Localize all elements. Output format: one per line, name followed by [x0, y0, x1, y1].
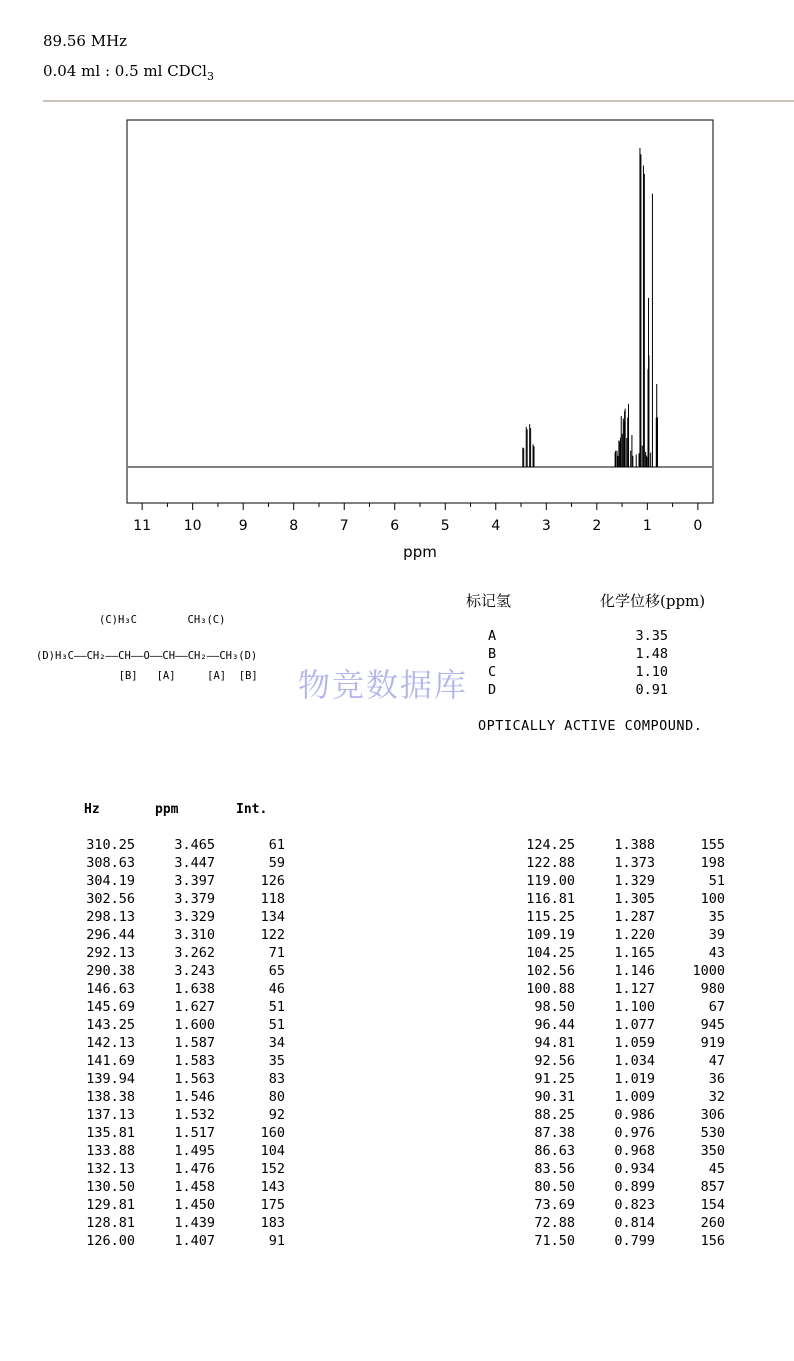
- peak-hz: 135.81: [86, 1125, 135, 1141]
- peak-int: 260: [700, 1215, 725, 1231]
- peak-int: 530: [700, 1125, 725, 1141]
- x-tick-label: 5: [440, 518, 450, 534]
- x-tick-label: 11: [133, 518, 152, 534]
- x-tick-label: 9: [238, 518, 248, 534]
- structure-line-top: (C)H₃C CH₃(C): [99, 614, 226, 626]
- peak-int: 59: [268, 855, 285, 871]
- peak-hz: 298.13: [86, 909, 135, 925]
- peak-int: 118: [260, 891, 285, 907]
- peak-int: 34: [268, 1035, 285, 1051]
- peak-ppm: 1.146: [614, 963, 655, 979]
- peak-int: 183: [260, 1215, 285, 1231]
- peak-ppm: 1.329: [614, 873, 655, 889]
- peak-ppm: 1.127: [614, 981, 655, 997]
- peak-ppm: 0.968: [614, 1143, 655, 1159]
- peak-int: 160: [260, 1125, 285, 1141]
- peak-int: 51: [268, 1017, 285, 1033]
- peak-int: 91: [268, 1233, 285, 1249]
- spectrometer-frequency: 89.56 MHz: [43, 32, 128, 50]
- sample-info: [43, 62, 214, 83]
- peak-int: 35: [708, 909, 725, 925]
- peak-int: 43: [708, 945, 725, 961]
- peak-int: 36: [708, 1071, 725, 1087]
- peak-int: 47: [708, 1053, 725, 1069]
- peak-hz: 71.50: [534, 1233, 575, 1249]
- peak-hz: 100.88: [526, 981, 575, 997]
- x-tick-label: 6: [390, 518, 400, 534]
- peak-ppm: 1.627: [174, 999, 215, 1015]
- peak-ppm: 1.600: [174, 1017, 215, 1033]
- peak-hz: 104.25: [526, 945, 575, 961]
- peak-ppm: 3.465: [174, 837, 215, 853]
- peak-hz: 83.56: [534, 1161, 575, 1177]
- sample-subscript: 3: [206, 70, 214, 83]
- peak-hz: 139.94: [86, 1071, 135, 1087]
- peak-int: 65: [268, 963, 285, 979]
- peak-ppm: 1.563: [174, 1071, 215, 1087]
- peak-ppm: 3.397: [174, 873, 215, 889]
- peak-hz: 124.25: [526, 837, 575, 853]
- peak-hz: 87.38: [534, 1125, 575, 1141]
- peak-ppm: 1.546: [174, 1089, 215, 1105]
- peak-int: 51: [268, 999, 285, 1015]
- peak-int: 83: [268, 1071, 285, 1087]
- peak-hz: 119.00: [526, 873, 575, 889]
- peak-ppm: 1.220: [614, 927, 655, 943]
- peak-ppm: 3.329: [174, 909, 215, 925]
- assignment-label: B: [488, 646, 497, 662]
- x-tick-label: 8: [289, 518, 299, 534]
- peak-int: 306: [700, 1107, 725, 1123]
- peak-int: 39: [708, 927, 725, 943]
- assignment-shift: 1.48: [635, 646, 668, 662]
- peak-ppm: 1.583: [174, 1053, 215, 1069]
- sample-text: 0.04 ml : 0.5 ml CDCl: [43, 62, 207, 80]
- peak-int: 126: [260, 873, 285, 889]
- col-header-int: Int.: [236, 802, 268, 817]
- peak-int: 45: [708, 1161, 725, 1177]
- peak-hz: 142.13: [86, 1035, 135, 1051]
- peak-int: 154: [700, 1197, 725, 1213]
- peak-ppm: 1.638: [174, 981, 215, 997]
- peak-int: 143: [260, 1179, 285, 1195]
- peak-ppm: 1.287: [614, 909, 655, 925]
- peak-ppm: 1.407: [174, 1233, 215, 1249]
- nmr-spectrum-chart: [0, 110, 794, 570]
- peak-hz: 80.50: [534, 1179, 575, 1195]
- peak-hz: 102.56: [526, 963, 575, 979]
- peak-hz: 90.31: [534, 1089, 575, 1105]
- peak-hz: 304.19: [86, 873, 135, 889]
- structure-line-main: (D)H₃C——CH₂——CH——O——CH——CH₂——CH₃(D): [36, 650, 258, 662]
- peak-hz: 141.69: [86, 1053, 135, 1069]
- x-tick-label: 1: [642, 518, 652, 534]
- peak-int: 71: [268, 945, 285, 961]
- peak-ppm: 1.532: [174, 1107, 215, 1123]
- assignment-label: A: [488, 628, 497, 644]
- peak-ppm: 1.450: [174, 1197, 215, 1213]
- peak-hz: 109.19: [526, 927, 575, 943]
- assignment-shift: 3.35: [635, 628, 668, 644]
- peak-hz: 116.81: [526, 891, 575, 907]
- structure-line-labels: [B] [A] [A] [B]: [106, 670, 258, 682]
- assignment-header-shift: 化学位移(ppm): [600, 592, 706, 610]
- peak-ppm: 0.799: [614, 1233, 655, 1249]
- peak-int: 61: [268, 837, 285, 853]
- peak-int: 156: [700, 1233, 725, 1249]
- peak-hz: 115.25: [526, 909, 575, 925]
- peak-int: 46: [268, 981, 285, 997]
- peak-ppm: 1.373: [614, 855, 655, 871]
- peak-ppm: 1.019: [614, 1071, 655, 1087]
- peak-int: 198: [700, 855, 725, 871]
- assignment-header-label: 标记氢: [466, 592, 512, 610]
- peak-ppm: 1.009: [614, 1089, 655, 1105]
- x-tick-label: 2: [592, 518, 602, 534]
- peak-hz: 296.44: [86, 927, 135, 943]
- peak-int: 92: [268, 1107, 285, 1123]
- peak-hz: 130.50: [86, 1179, 135, 1195]
- peak-hz: 146.63: [86, 981, 135, 997]
- peak-ppm: 0.986: [614, 1107, 655, 1123]
- peak-hz: 88.25: [534, 1107, 575, 1123]
- peak-int: 80: [268, 1089, 285, 1105]
- peak-int: 32: [708, 1089, 725, 1105]
- assignment-shift: 0.91: [635, 682, 668, 698]
- peak-int: 175: [260, 1197, 285, 1213]
- peak-ppm: 3.262: [174, 945, 215, 961]
- peak-ppm: 0.823: [614, 1197, 655, 1213]
- peak-int: 51: [708, 873, 725, 889]
- peak-int: 945: [700, 1017, 725, 1033]
- peak-ppm: 3.310: [174, 927, 215, 943]
- peak-hz: 302.56: [86, 891, 135, 907]
- peak-ppm: 1.517: [174, 1125, 215, 1141]
- peak-hz: 138.38: [86, 1089, 135, 1105]
- peak-ppm: 3.243: [174, 963, 215, 979]
- peak-ppm: 0.899: [614, 1179, 655, 1195]
- peak-ppm: 0.814: [614, 1215, 655, 1231]
- peak-ppm: 0.934: [614, 1161, 655, 1177]
- peak-hz: 145.69: [86, 999, 135, 1015]
- peak-ppm: 3.379: [174, 891, 215, 907]
- peak-int: 857: [700, 1179, 725, 1195]
- x-axis: [133, 503, 702, 534]
- peak-int: 100: [700, 891, 725, 907]
- peak-hz: 73.69: [534, 1197, 575, 1213]
- header-divider: [43, 100, 794, 102]
- col-header-ppm: ppm: [155, 802, 179, 817]
- x-tick-label: 0: [693, 518, 703, 534]
- col-header-hz: Hz: [84, 802, 100, 817]
- peak-ppm: 1.165: [614, 945, 655, 961]
- peak-hz: 137.13: [86, 1107, 135, 1123]
- peak-int: 919: [700, 1035, 725, 1051]
- peak-int: 980: [700, 981, 725, 997]
- peak-ppm: 1.388: [614, 837, 655, 853]
- peak-hz: 126.00: [86, 1233, 135, 1249]
- x-tick-label: 3: [541, 518, 551, 534]
- peak-hz: 129.81: [86, 1197, 135, 1213]
- assignment-label: D: [488, 682, 497, 698]
- peak-int: 155: [700, 837, 725, 853]
- peak-ppm: 1.100: [614, 999, 655, 1015]
- peak-ppm: 1.077: [614, 1017, 655, 1033]
- peak-hz: 94.81: [534, 1035, 575, 1051]
- peak-hz: 96.44: [534, 1017, 575, 1033]
- peak-hz: 310.25: [86, 837, 135, 853]
- peak-hz: 290.38: [86, 963, 135, 979]
- peak-hz: 122.88: [526, 855, 575, 871]
- optical-note: OPTICALLY ACTIVE COMPOUND.: [478, 718, 703, 734]
- peak-hz: 86.63: [534, 1143, 575, 1159]
- peak-int: 67: [708, 999, 725, 1015]
- watermark: 物竞数据库: [298, 666, 469, 704]
- peak-ppm: 1.059: [614, 1035, 655, 1051]
- x-tick-label: 7: [339, 518, 349, 534]
- x-tick-label: 10: [183, 518, 202, 534]
- peak-int: 104: [260, 1143, 285, 1159]
- peak-int: 134: [260, 909, 285, 925]
- peak-ppm: 0.976: [614, 1125, 655, 1141]
- assignment-shift: 1.10: [635, 664, 668, 680]
- peak-int: 152: [260, 1161, 285, 1177]
- peak-int: 35: [268, 1053, 285, 1069]
- peak-ppm: 1.305: [614, 891, 655, 907]
- peak-int: 1000: [692, 963, 725, 979]
- x-tick-label: 4: [491, 518, 501, 534]
- peak-ppm: 3.447: [174, 855, 215, 871]
- peak-hz: 133.88: [86, 1143, 135, 1159]
- peak-hz: 98.50: [534, 999, 575, 1015]
- peak-hz: 92.56: [534, 1053, 575, 1069]
- peak-hz: 72.88: [534, 1215, 575, 1231]
- peak-hz: 292.13: [86, 945, 135, 961]
- peak-hz: 143.25: [86, 1017, 135, 1033]
- x-axis-label: ppm: [403, 543, 437, 561]
- peak-ppm: 1.439: [174, 1215, 215, 1231]
- peak-int: 122: [260, 927, 285, 943]
- peak-hz: 308.63: [86, 855, 135, 871]
- peak-int: 350: [700, 1143, 725, 1159]
- peak-ppm: 1.458: [174, 1179, 215, 1195]
- peak-ppm: 1.495: [174, 1143, 215, 1159]
- peak-hz: 132.13: [86, 1161, 135, 1177]
- peak-ppm: 1.587: [174, 1035, 215, 1051]
- peak-ppm: 1.034: [614, 1053, 655, 1069]
- peak-ppm: 1.476: [174, 1161, 215, 1177]
- assignment-label: C: [488, 664, 497, 680]
- peak-hz: 91.25: [534, 1071, 575, 1087]
- peak-hz: 128.81: [86, 1215, 135, 1231]
